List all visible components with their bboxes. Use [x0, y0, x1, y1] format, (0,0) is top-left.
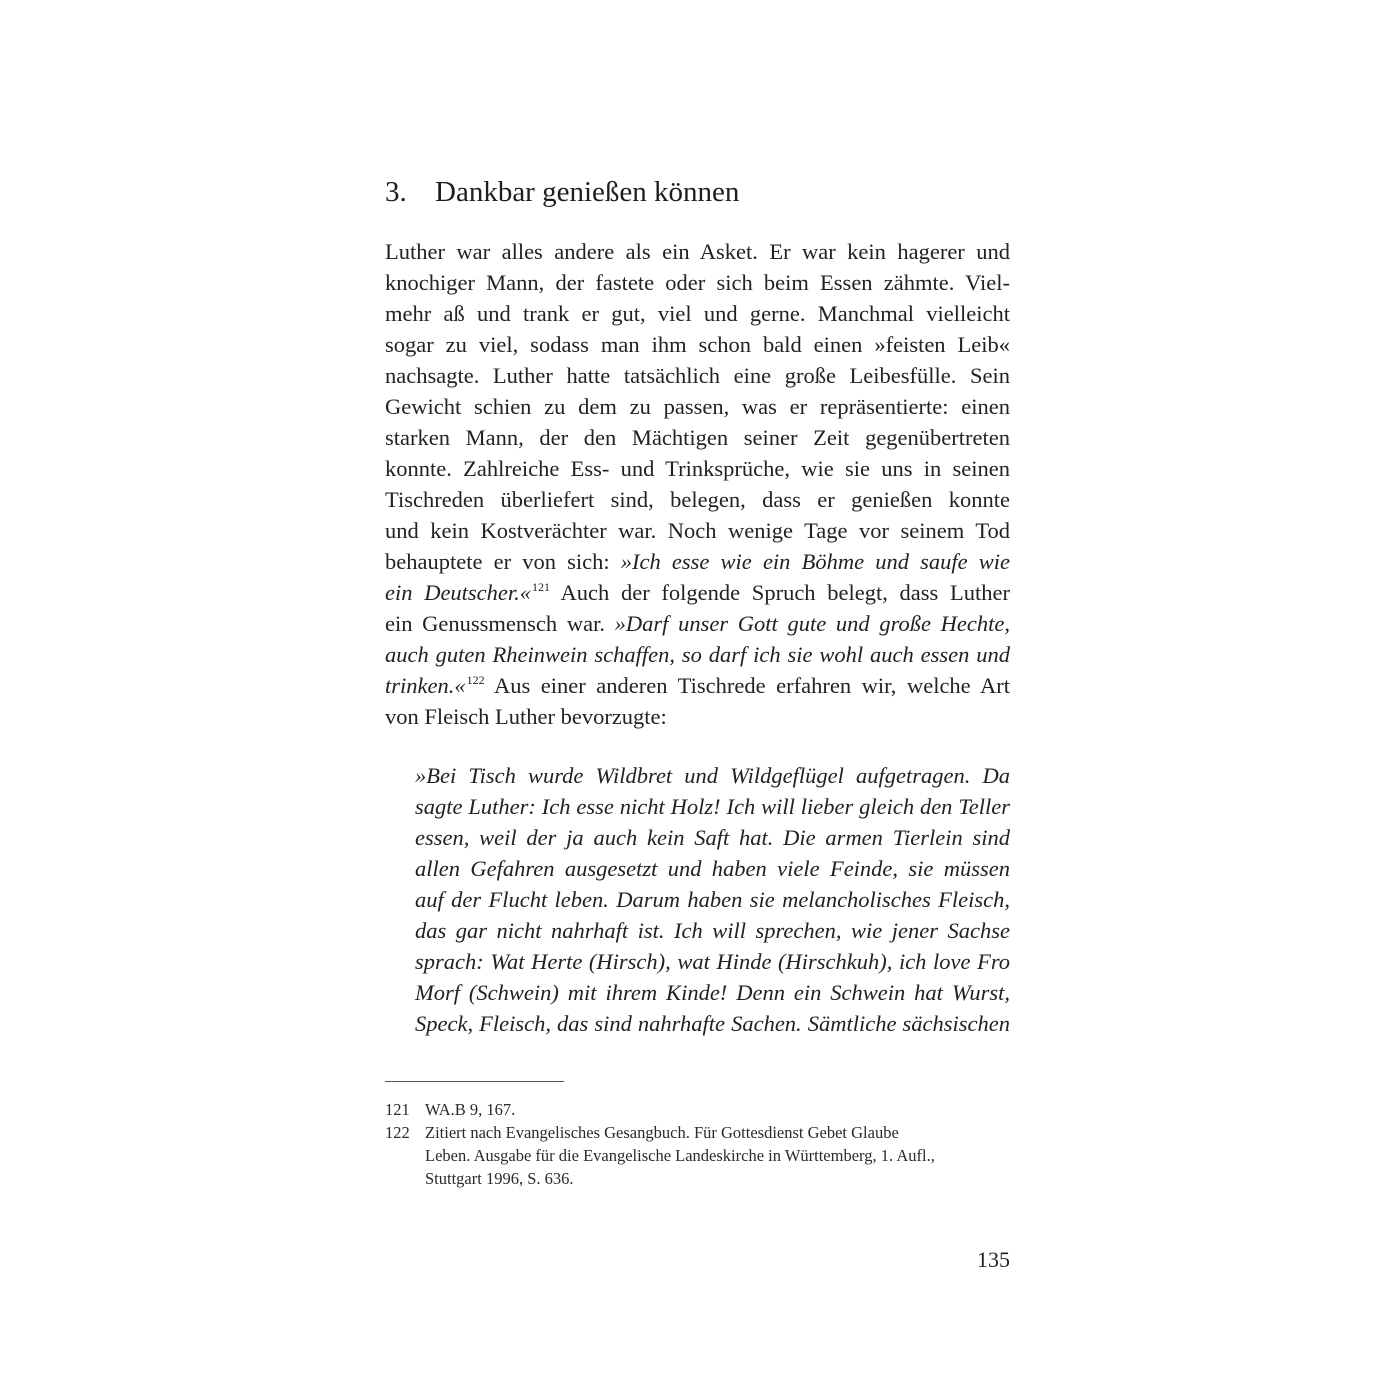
section-title: Dankbar genießen können: [435, 176, 740, 208]
quote-line: sprach: Wat Herte (Hirsch), wat Hinde (Hirschkuh), ich love Fro: [415, 949, 1010, 974]
luther-quote-italic: ein Deutscher.«: [385, 580, 532, 605]
footnote-number: 121: [385, 1100, 410, 1119]
section-number: 3.: [385, 176, 407, 208]
body-line: und kein Kostverächter war. Noch wenige Tage vor seinem Tod: [385, 518, 1010, 543]
body-text-plain: ein Genussmensch war.: [385, 611, 615, 636]
footnote-text: [425, 1098, 1010, 1121]
page-number: 135: [977, 1247, 1010, 1272]
body-line: Gewicht schien zu dem zu passen, was er repräsentierte: einen: [385, 394, 1010, 419]
footnote-text: [425, 1121, 1010, 1190]
footnote-divider: [385, 1081, 564, 1082]
body-line: auch guten Rheinwein schaffen, so darf ich sie wohl auch essen und: [385, 642, 1010, 667]
body-text-plain: Aus einer anderen Tischrede erfahren wir, welche Art: [484, 673, 1010, 698]
body-line: [385, 608, 1010, 639]
footnote-line: Leben. Ausgabe für die Evangelische Landeskirche in Württemberg, 1. Aufl.,: [425, 1146, 935, 1165]
body-line: knochiger Mann, der fastete oder sich beim Essen zähmte. Viel-: [385, 270, 1010, 295]
body-line: konnte. Zahlreiche Ess- und Trinksprüche, wie sie uns in seinen: [385, 456, 1010, 481]
quote-line: essen, weil der ja auch kein Saft hat. Die armen Tierlein sind: [415, 825, 1010, 850]
footnotes: [385, 1098, 1010, 1190]
body-text: [385, 236, 1010, 732]
footnote-reference: 122: [466, 673, 485, 687]
body-line: Luther war alles andere als ein Asket. Er war kein hagerer und: [385, 239, 1010, 264]
body-line: mehr aß und trank er gut, viel und gerne. Manchmal vielleicht: [385, 301, 1010, 326]
body-line: Tischreden überliefert sind, belegen, dass er genießen konnte: [385, 487, 1010, 512]
footnote-line: WA.B 9, 167.: [425, 1100, 516, 1119]
quote-line: auf der Flucht leben. Darum haben sie melancholisches Fleisch,: [415, 887, 1010, 912]
quote-line: sagte Luther: Ich esse nicht Holz! Ich will lieber gleich den Teller: [415, 794, 1010, 819]
body-text-plain: Auch der folgende Spruch belegt, dass Luther: [550, 580, 1010, 605]
quote-line: »Bei Tisch wurde Wildbret und Wildgeflügel aufgetragen. Da: [415, 763, 1010, 788]
body-line: nachsagte. Luther hatte tatsächlich eine große Leibesfülle. Sein: [385, 363, 1010, 388]
footnote-reference: 121: [532, 580, 551, 594]
luther-quote-italic: trinken.«: [385, 673, 466, 698]
footnote-line: Stuttgart 1996, S. 636.: [425, 1169, 574, 1188]
quote-line: allen Gefahren ausgesetzt und haben viele Feinde, sie müssen: [415, 856, 1010, 881]
luther-quote-italic: »Ich esse wie ein Böhme und saufe wie: [620, 549, 1010, 574]
footnote-item: [385, 1121, 1010, 1190]
body-line: von Fleisch Luther bevorzugte:: [385, 704, 667, 729]
block-quote: [415, 760, 1010, 1039]
body-line: [385, 670, 1010, 701]
body-line: sogar zu viel, sodass man ihm schon bald einen »feisten Leib«: [385, 332, 1010, 357]
luther-quote-italic: »Darf unser Gott gute und große Hechte,: [614, 611, 1010, 636]
quote-line: Speck, Fleisch, das sind nahrhafte Sachen. Sämtliche sächsischen: [415, 1011, 1010, 1036]
quote-line: das gar nicht nahrhaft ist. Ich will sprechen, wie jener Sachse: [415, 918, 1010, 943]
footnote-line: Zitiert nach Evangelisches Gesangbuch. Für Gottesdienst Gebet Glaube: [425, 1123, 899, 1142]
section-heading: [385, 172, 1025, 212]
body-line: [385, 546, 1010, 577]
footnote-number: 122: [385, 1123, 410, 1142]
quote-line: Morf (Schwein) mit ihrem Kinde! Denn ein Schwein hat Wurst,: [415, 980, 1010, 1005]
body-text-plain: behauptete er von sich:: [385, 549, 621, 574]
footnote-item: [385, 1098, 1010, 1121]
body-line: starken Mann, der den Mächtigen seiner Zeit gegenübertreten: [385, 425, 1010, 450]
body-line: [385, 577, 1010, 608]
